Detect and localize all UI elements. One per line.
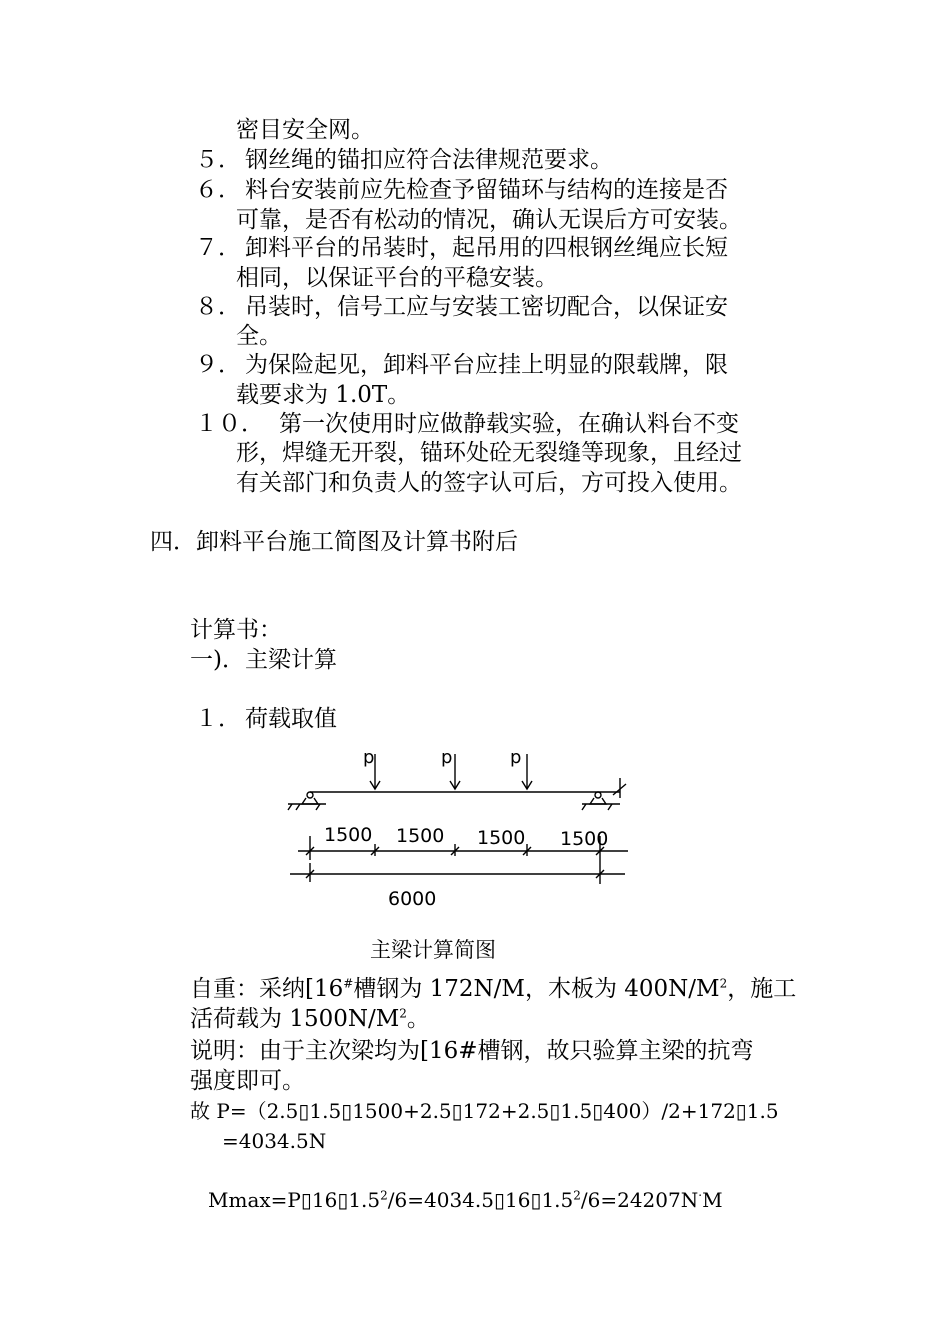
list-number: ９．: [195, 352, 241, 378]
list-continuation: 可靠，是否有松动的情况，确认无误后方可安装。: [236, 207, 742, 233]
list-text: 钢丝绳的锚扣应符合法律规范要求。: [245, 147, 613, 173]
formula-p-line-1: 故 P=（2.5▯1.5▯1500+2.5▯172+2.5▯1.5▯400）/2+172▯1.5: [190, 1099, 779, 1123]
superscript: #: [343, 976, 354, 991]
mmax-formula: [208, 1185, 723, 1215]
text-fragment: 活荷载为 1500N/M: [190, 1006, 400, 1032]
calc-title: 计算书：: [190, 617, 282, 643]
note-line-1: 说明：由于主次梁均为[16#槽钢，故只验算主梁的抗弯: [190, 1038, 754, 1064]
text-fragment: Mmax=P▯16▯1.5: [208, 1188, 381, 1212]
list-continuation: 有关部门和负责人的签字认可后，方可投入使用。: [236, 470, 742, 496]
self-weight-line-2: [190, 1004, 430, 1034]
superscript: 2: [573, 1188, 581, 1203]
list-number: ８．: [195, 294, 241, 320]
note-line-2: 强度即可。: [190, 1068, 305, 1094]
span-label: 1500: [324, 824, 373, 846]
item-number: １．: [195, 706, 241, 732]
list-continuation: 相同，以保证平台的平稳安装。: [236, 265, 558, 291]
beam-diagram: [280, 738, 640, 918]
list-text: 为保险起见，卸料平台应挂上明显的限载牌，限: [245, 352, 728, 378]
list-number: ７．: [195, 235, 241, 261]
load-label: p: [441, 747, 453, 768]
span-label: 1500: [477, 827, 526, 849]
self-weight-line-1: [190, 974, 796, 1004]
list-number: ５．: [195, 147, 241, 173]
list-text: 第一次使用时应做静载实验，在确认料台不变: [279, 411, 739, 437]
list-item-6: [195, 175, 728, 205]
list-text: 卸料平台的吊装时，起吊用的四根钢丝绳应长短: [245, 235, 728, 261]
list-item-5: [195, 145, 613, 175]
load-label: p: [510, 747, 522, 768]
list-item-8: [195, 292, 728, 322]
superscript: 2: [719, 976, 728, 991]
list-continuation: 形，焊缝无开裂，锚环处砼无裂缝等现象，且经过: [236, 440, 742, 466]
list-item-10: [195, 409, 739, 439]
span-label: 1500: [560, 828, 609, 850]
text-fragment: ，施工: [727, 976, 797, 1002]
text-fragment: 自重：采纳[16: [190, 976, 344, 1002]
text-fragment: 。: [406, 1006, 430, 1032]
section-heading: 四．卸料平台施工简图及计算书附后: [150, 529, 518, 555]
list-continuation: 载要求为 1.0T。: [236, 382, 411, 408]
load-label: p: [363, 747, 375, 768]
total-length-label: 6000: [388, 888, 437, 910]
text-fragment: /6=24207N: [580, 1188, 699, 1212]
subsection-heading: 一)．主梁计算: [190, 647, 337, 673]
item-text: 荷载取值: [245, 706, 337, 732]
list-number: １０．: [195, 411, 264, 437]
text-fragment: 槽钢为 172N/M，木板为 400N/M: [353, 976, 720, 1002]
text-fragment: /6=4034.5▯16▯1.5: [387, 1188, 574, 1212]
text-fragment: M: [702, 1188, 723, 1212]
superscript: ·: [698, 1188, 703, 1203]
span-label: 1500: [396, 825, 445, 847]
list-text: 吊装时，信号工应与安装工密切配合，以保证安: [245, 294, 728, 320]
diagram-caption: 主梁计算简图: [370, 938, 496, 962]
list-continuation: 密目安全网。: [236, 117, 374, 143]
list-number: ６．: [195, 177, 241, 203]
list-item-9: [195, 350, 728, 380]
list-item-7: [195, 233, 728, 263]
list-text: 料台安装前应先检查予留锚环与结构的连接是否: [245, 177, 728, 203]
superscript: 2: [399, 1006, 407, 1021]
formula-p-line-2: =4034.5N: [222, 1129, 327, 1153]
superscript: 2: [380, 1188, 388, 1203]
item-heading: [195, 704, 337, 734]
list-continuation: 全。: [236, 323, 282, 349]
